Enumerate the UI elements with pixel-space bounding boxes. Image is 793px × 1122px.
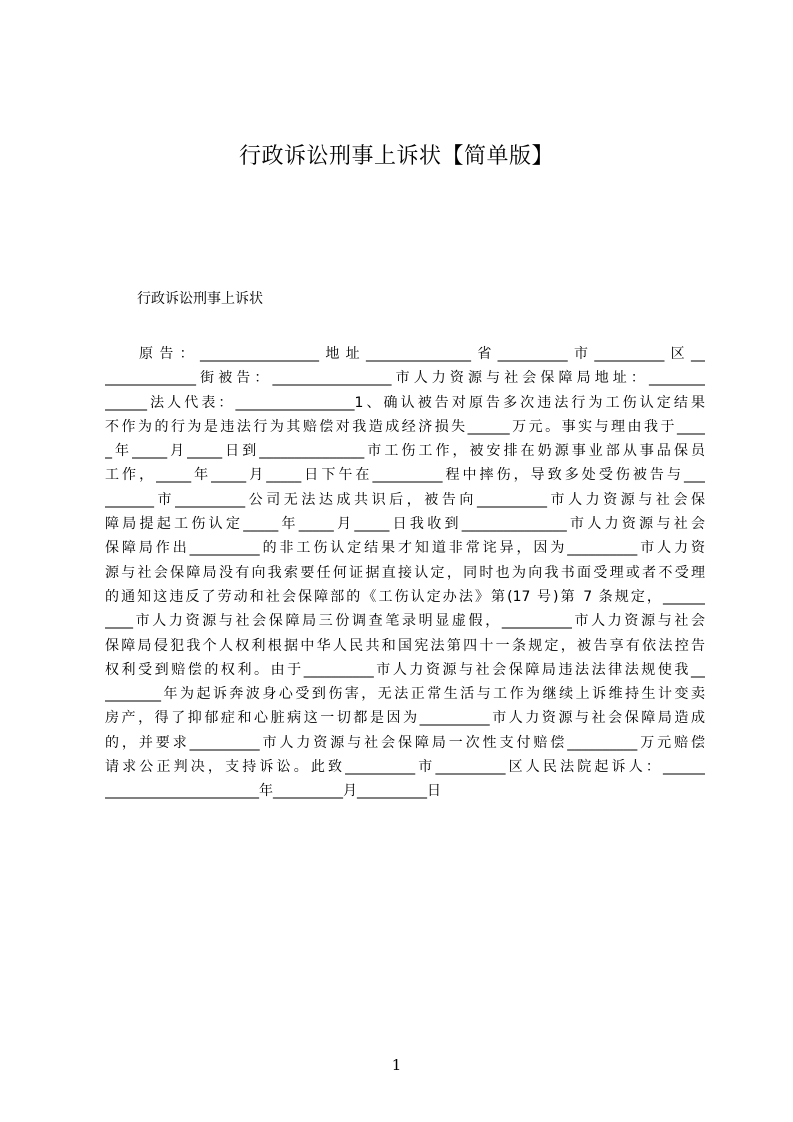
body-line: 障局提起工伤认定_____年_____月_____日我收到_______________市人力资源与社会 — [105, 516, 705, 533]
body-line: 请求公正判决，支持诉讼。此致__________市__________区人民法院起诉人：______ — [105, 759, 705, 776]
body-line: ______________________年__________月__________日 — [105, 783, 441, 800]
body-line: ______法人代表：_________________1、确认被告对原告多次违法行为工伤认定结果 — [105, 394, 705, 411]
document-title: 行政诉讼刑事上诉状【简单版】 — [238, 144, 554, 169]
body-line: 保障局侵犯我个人权利根据中华人民共和国宪法第四十一条规定，被告享有依法控告 — [105, 637, 705, 654]
body-line: _______市__________公司无法达成共识后，被告向__________市人力资源与社会保 — [105, 491, 705, 508]
document-body — [105, 342, 705, 804]
body-line: 房产，得了抑郁症和心脏病这一切都是因为__________市人力资源与社会保障局造成 — [105, 710, 705, 727]
body-line: 不作为的行为是违法行为其赔偿对我造成经济损失______万元。事实与理由我于____ — [105, 418, 705, 435]
body-line: ________年为起诉奔波身心受到伤害，无法正常生活与工作为继续上诉维持生计变卖 — [105, 686, 705, 703]
body-line: _____________街被告：_________________市人力资源与社会保障局地址：________ — [105, 370, 705, 387]
page-number: 1 — [391, 1056, 402, 1074]
body-line: ____市人力资源与社会保障局三份调查笔录明显虚假，__________市人力资源与社会 — [105, 613, 705, 630]
body-line: 权利受到赔偿的权利。由于__________市人力资源与社会保障局违法法律法规使我__ — [105, 661, 705, 678]
body-line: 源与社会保障局没有向我索要任何证据直接认定，同时也为向我书面受理或者不受理 — [105, 564, 705, 581]
body-line: 的通知这违反了劳动和社会保障部的《工伤认定办法》第(17 号)第 7 条规定，______ — [105, 588, 705, 605]
body-line: 的，并要求__________市人力资源与社会保障局一次性支付赔偿__________万元赔偿 — [105, 734, 705, 751]
body-line: 工作，_____年_____月_____日下午在__________程中摔伤，导致多处受伤被告与___ — [105, 467, 705, 484]
body-line: 保障局作出__________的非工伤认定结果才知道非常诧异，因为__________市人力资 — [105, 540, 705, 557]
body-line: _年_____月_____日到_______________市工伤工作，被安排在奶源事业部从事品保员 — [105, 443, 705, 460]
body-line: 原告：_________________地址_______________省__________市__________区__ — [139, 346, 705, 362]
document-subtitle: 行政诉讼刑事上诉状 — [137, 291, 263, 307]
